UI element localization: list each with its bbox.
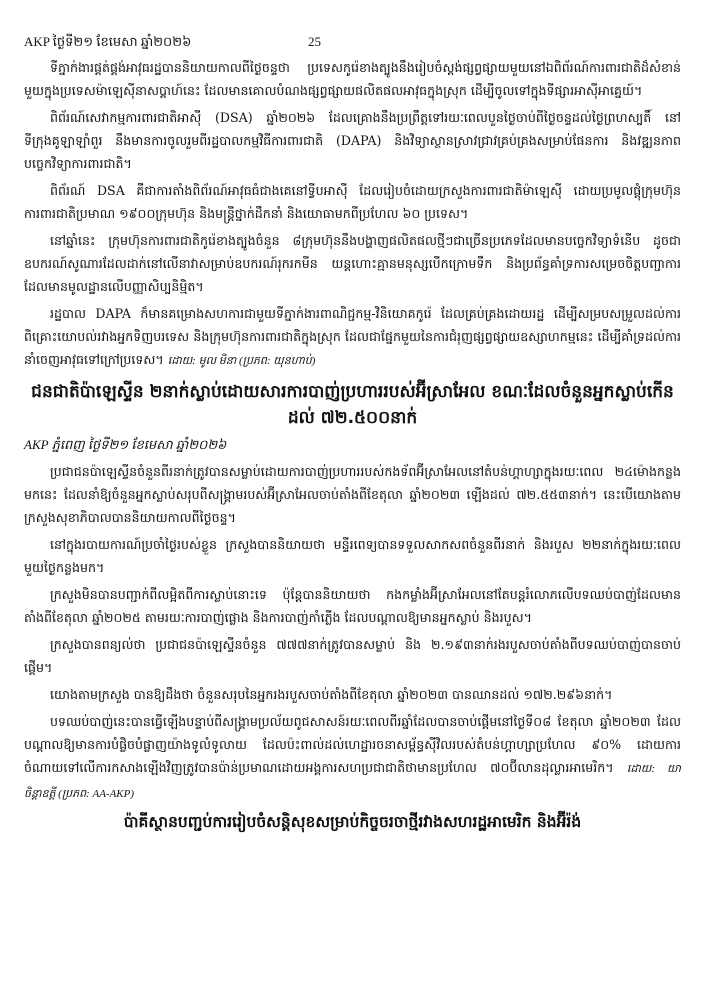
article-korea-defense xyxy=(24,56,681,373)
article2-paragraph-2: នៅក្នុងរបាយការណ៍ប្រចាំថ្ងៃរបស់ខ្លួន ក្រសួងបាននិយាយថា មន្ទីរពេទ្យបានទទួលសាកសពចំនួនពីរនាក់ និងរបួស ២២នាក់ក្នុងរយៈពេលមួយថ្ងៃកន្លងមក។ xyxy=(24,537,681,575)
article2-dateline: AKP ភ្នំពេញ ថ្ងៃទី២១ ខែមេសា ឆ្នាំ២០២៦ xyxy=(24,437,227,452)
article1-paragraph-3: ពិព័រណ៍ DSA គឺជាការតាំងពិព័រណ៍អាវុធធំជាងគេនៅទ្វីបអាស៊ី ដែលរៀបចំដោយក្រសួងការពារជាតិម៉ាឡេស៊ី ដោយប្រមូលផ្ដុំក្រុមហ៊ុនការពារជាតិប្រមាណ ១៩០០ក្រុមហ៊ុន និងមន្ត្រីថ្នាក់ដឹកនាំ និងយោធាមកពីប្រហែល ៦០ ប្រទេស។ xyxy=(24,183,681,221)
article2-byline: ដោយ: យា ចិន្តាឧត្តី (ប្រភព: AA-AKP) xyxy=(24,763,681,800)
article1-paragraph-5-text: រដ្ឋបាល DAPA ក៏មានគម្រោងសហការជាមួយទីភ្នាក់ងារពាណិជ្ជកម្ម-វិនិយោគកូរ៉េ ដែលគ្រប់គ្រងដោយរដ្ឋ ដើម្បីសម្របសម្រួលដល់ការពិគ្រោះយោបល់រវាងអ្នកទិញបរទេស និងក្រុមហ៊ុនការពារជាតិក្នុងស្រុក ដែលជាផ្នែកមួយនៃការជំរុញផ្សព្វផ្សាយឧស្សាហកម្មនេះ ដើម្បីគាំទ្រដល់ការនាំចេញអាវុធទៅក្រៅប្រទេស។ xyxy=(24,306,681,367)
header-date: AKP ថ្ងៃទី២១ ខែមេសា ឆ្នាំ២០២៦ xyxy=(24,34,192,49)
article1-paragraph-2: ពិព័រណ៍សេវាកម្មការពារជាតិអាស៊ី (DSA) ឆ្នាំ២០២៦ ដែលគ្រោងនឹងប្រព្រឹត្តទៅរយៈពេលបួនថ្ងៃចាប់ពីថ្ងៃចន្ទដល់ថ្ងៃព្រហស្បតិ៍ នៅទីក្រុងគូឡាឡាំពួរ នឹងមានការចូលរួមពីរដ្ឋបាលកម្មវិធីការពារជាតិ (DAPA) និងវិទ្យាស្ថានស្រាវជ្រាវគ្រប់គ្រងសម្រាប់ផែនការ និងវឌ្ឍនភាពបច្ចេកវិទ្យាការពារជាតិ។ xyxy=(24,110,681,171)
article2-paragraph-3: ក្រសួងមិនបានបញ្ជាក់ពីលម្អិតពីការស្លាប់នោះទេ ប៉ុន្តែបាននិយាយថា កងកម្លាំងអ៊ីស្រាអែលនៅតែបន្តរំលោភលើបទឈប់បាញ់ដែលមានតាំងពីខែតុលា ឆ្នាំ២០២៥ តាមរយៈការបាញ់ផ្លោង និងការបាញ់កាំភ្លើង ដែលបណ្តាលឱ្យមានអ្នកស្លាប់ និងរបួស។ xyxy=(24,587,681,625)
article1-paragraph-5 xyxy=(24,302,681,373)
article2-paragraph-4: ក្រសួងបានពន្យល់ថា ប្រជាជនប៉ាឡេស្ទីនចំនួន ៧៧៧នាក់ត្រូវបានសម្លាប់ និង ២.១៩៣នាក់រងរបួសចាប់តាំងពីបទឈប់បាញ់បានចាប់ផ្ដើម។ xyxy=(24,637,681,675)
article2-paragraph-5: យោងតាមក្រសួង បានឱ្យដឹងថា ចំនួនសរុបនៃអ្នករងរបួសចាប់តាំងពីខែតុលា ឆ្នាំ២០២៣ បានឈានដល់ ១៧២.២៩៦នាក់។ xyxy=(50,687,613,702)
article1-byline: ដោយ: មូល មិនា (ប្រភព: យុនហាប់) xyxy=(167,355,316,367)
article2-paragraph-6 xyxy=(24,710,681,806)
page-number: 25 xyxy=(308,34,321,49)
article1-paragraph-1: ទីភ្នាក់ងារផ្ដត់ផ្គង់អាវុធរដ្ឋបាននិយាយកាលពីថ្ងៃចន្ទថា ប្រទេសកូរ៉េខាងត្បូងនឹងរៀបចំស្តង់ផ្សព្វផ្សាយមួយនៅឯពិព័រណ៍ការពារជាតិដ៏សំខាន់មួយក្នុងប្រទេសម៉ាឡេស៊ីនាសប្ដាហ៍នេះ ដែលមានគោលបំណងផ្សព្វផ្សាយផលិតផលអាវុធក្នុងស្រុក ដើម្បីចូលទៅក្នុងទីផ្សារអាស៊ីអាគ្នេយ៍។ xyxy=(24,60,681,98)
article2-paragraph-6-text: បទឈប់បាញ់នេះបានធ្វើឡើងបន្ទាប់ពីសង្គ្រាមប្រល័យពូជសាសន៍រយៈពេលពីរឆ្នាំដែលបានចាប់ផ្ដើមនៅថ្ងៃទី០៨ ខែតុលា ឆ្នាំ២០២៣ ដែលបណ្ដាលឱ្យមានការបំផ្លិចបំផ្លាញយ៉ាងទូលំទូលាយ ដែលប៉ះពាល់ដល់ហេដ្ឋារចនាសម្ព័ន្ធស៊ីវិលរបស់តំបន់ហ្គាហ្សាប្រហែល ៩០% ដោយការចំណាយទៅលើការកសាងឡើងវិញត្រូវបានប៉ាន់ប្រមាណដោយអង្គការសហប្រជាជាតិថាមានប្រហែល ៧០ប៊ីលានដុល្លារអាមេរិក។ xyxy=(24,714,681,775)
article2-paragraph-1: ប្រជាជនប៉ាឡេស្ទីនចំនួនពីរនាក់ត្រូវបានសម្លាប់ដោយការបាញ់ប្រហាររបស់កងទ័ពអ៊ីស្រាអែលនៅតំបន់ហ្គាហ្សាក្នុងរយៈពេល ២៤ម៉ោងកន្លងមកនេះ ដែលនាំឱ្យចំនួនអ្នកស្លាប់សរុបពីសង្គ្រាមរបស់អ៊ីស្រាអែលចាប់តាំងពីខែតុលា ឆ្នាំ២០២៣ ឡើងដល់ ៧២.៥៥៣នាក់។ នេះបើយោងតាមក្រសួងសុខាភិបាលបាននិយាយកាលពីថ្ងៃចន្ទ។ xyxy=(24,464,681,525)
headline-pakistan: ប៉ាគីស្ថានបញ្ជប់ការរៀបចំសន្តិសុខសម្រាប់កិច្ចចរចាថ្មីរវាងសហរដ្ឋអាមេរិក និងអ៊ីរ៉ង់ xyxy=(123,813,582,831)
headline-gaza: ជនជាតិប៉ាឡេស្ទីន ២នាក់ស្លាប់ដោយសារការបាញ់ប្រហាររបស់អ៊ីស្រាអែល ខណៈដែលចំនួនអ្នកស្លាប់កើនដល់ ៧២.៥០០នាក់ xyxy=(31,382,674,428)
article-gaza xyxy=(24,437,681,806)
article1-paragraph-4: នៅឆ្នាំនេះ ក្រុមហ៊ុនការពារជាតិកូរ៉េខាងត្បូងចំនួន ៨ក្រុមហ៊ុននឹងបង្ហាញផលិតផលថ្មីៗជាច្រើនប្រភេទដែលមានបច្ចេកវិទ្យាទំនើប ដូចជាឧបករណ៍សូណារដែលដាក់នៅលើនាវាសម្រាប់ឧបករណ៍រុករកមីន យន្តហោះគ្មានមនុស្សបើកក្រោមទឹក និងប្រព័ន្ធគាំទ្រការសម្រេចចិត្តបញ្ជាការដែលមានមូលដ្ឋានលើបញ្ញាសិប្បនិម្មិត។ xyxy=(24,233,681,294)
page-header xyxy=(24,30,681,56)
